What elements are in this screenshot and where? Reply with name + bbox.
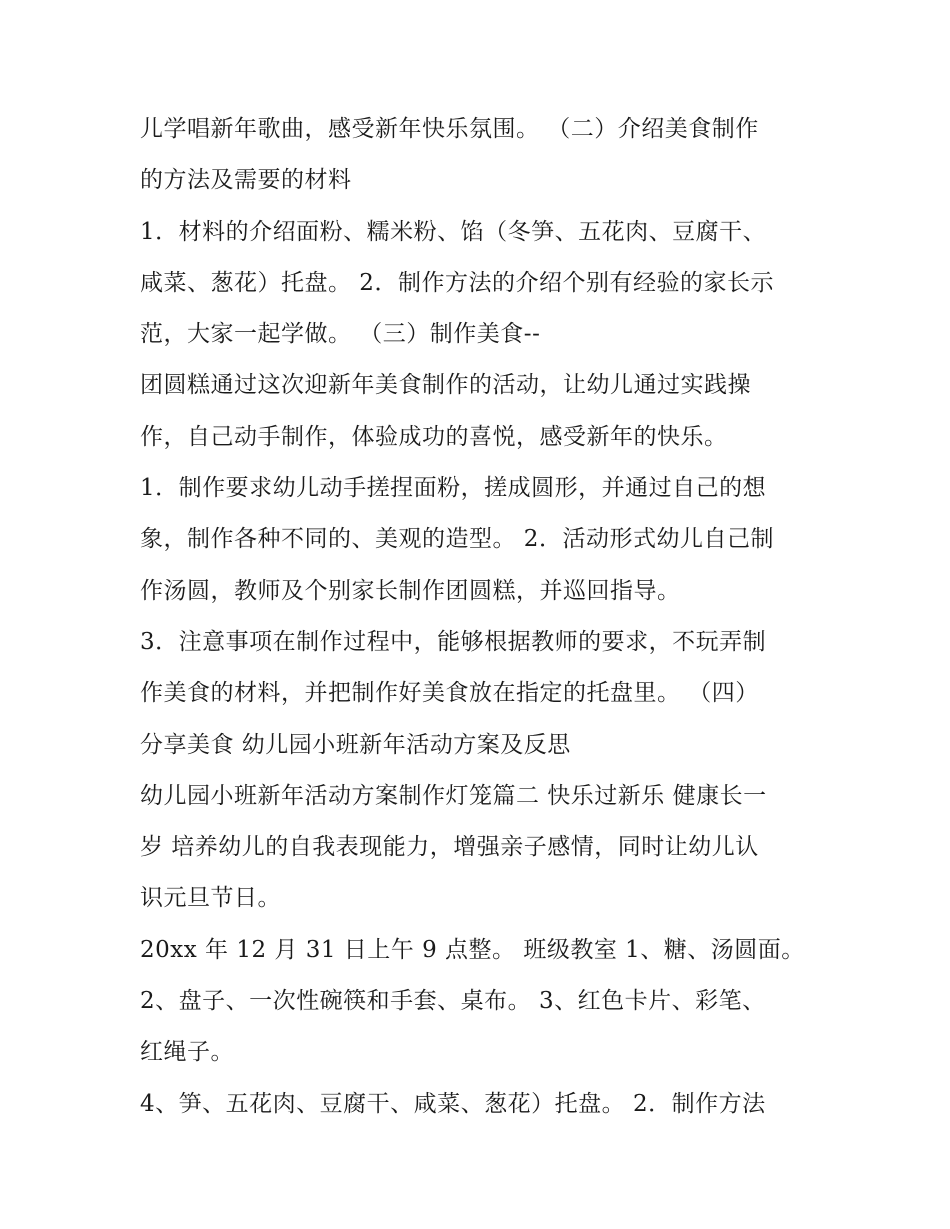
text-line: 儿学唱新年歌曲，感受新年快乐氛围。 （二）介绍美食制作 [140,116,759,142]
text-line: 幼儿园小班新年活动方案制作灯笼篇二 快乐过新乐 健康长一 [140,782,767,809]
text-line: 作汤圆，教师及个别家长制作团圆糕，并巡回指导。 [140,577,681,604]
text-line: 象，制作各种不同的、美观的造型。 2．活动形式幼儿自己制 [140,526,774,553]
text-line: 范，大家一起学做。 （三）制作美食-- [140,321,541,348]
text-line: 岁 培养幼儿的自我表现能力，增强亲子感情，同时让幼儿认 [140,834,759,861]
text-line: 20xx 年 12 月 31 日上午 9 点整。 班级教室 1、糖、汤圆面。 [140,936,805,963]
text-line: 红绳子。 [140,1039,234,1066]
text-line: 分享美食 幼儿园小班新年活动方案及反思 [140,731,571,758]
text-line: 作，自己动手制作，体验成功的喜悦，感受新年的快乐。 [140,423,728,450]
text-line: 4、笋、五花肉、豆腐干、咸菜、葱花）托盘。 2．制作方法 [140,1090,766,1117]
text-line: 识元旦节日。 [140,885,281,912]
text-line: 1．材料的介绍面粉、糯米粉、馅（冬笋、五花肉、豆腐干、 [140,218,767,245]
text-line: 的方法及需要的材料 [140,167,352,194]
text-line: 1．制作要求幼儿动手搓捏面粉，搓成圆形，并通过自己的想 [140,475,767,502]
text-line: 团圆糕通过这次迎新年美食制作的活动，让幼儿通过实践操 [140,372,751,399]
text-line: 2、盘子、一次性碗筷和手套、桌布。 3、红色卡片、彩笔、 [140,988,766,1015]
text-line: 咸菜、葱花）托盘。 2．制作方法的介绍个别有经验的家长示 [140,269,774,296]
text-line: 作美食的材料，并把制作好美食放在指定的托盘里。 （四） [140,680,759,707]
body-text [140,104,820,1130]
text-line: 3．注意事项在制作过程中，能够根据教师的要求，不玩弄制 [140,628,767,655]
